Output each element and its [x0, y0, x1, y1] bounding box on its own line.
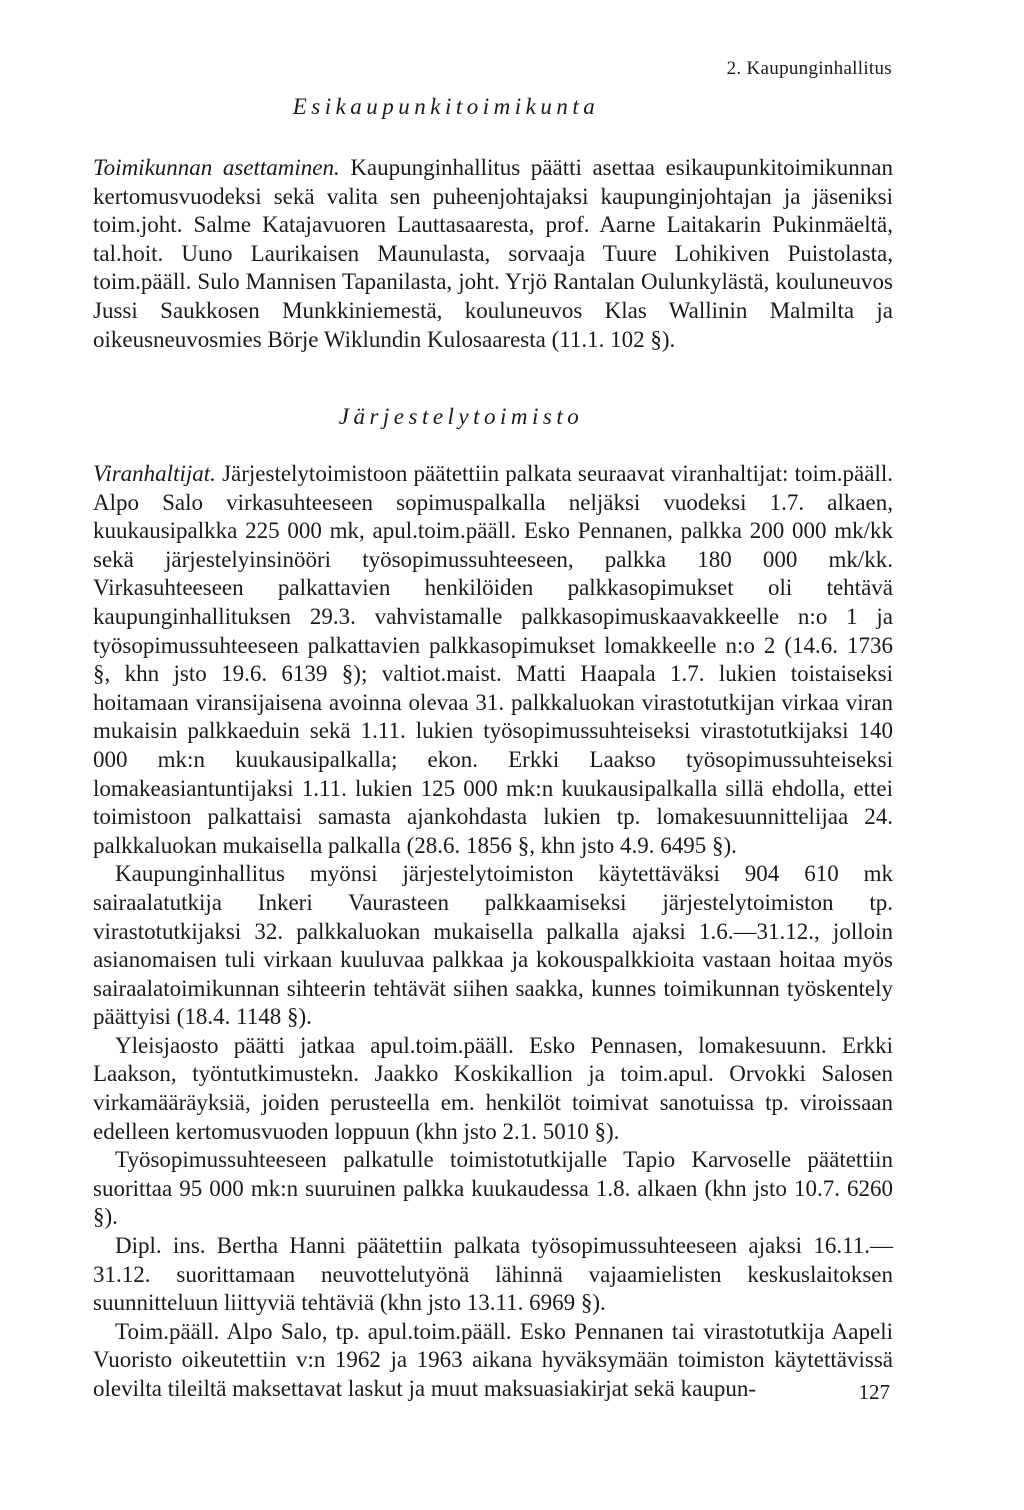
paragraph-text: Kaupunginhallitus päätti asettaa esikaupunkitoimikunnan kertomusvuodeksi sekä valita sen puheenjohtajaksi kaupunginjohtajan ja jäseniksi toim.joht. Salme Katajavuoren Lauttasaaresta, prof. Aarne Laitakarin Pukinmäeltä, tal.hoit. Uuno Laurikaisen Maunulasta, sorvaaja Tuure Lohikiven Puistolasta, toim.pääll. Sulo Mannisen Tapanilasta, joht. Yrjö Rantalan Oulunkylästä, kouluneuvos Jussi Saukkosen Munkkiniemestä, kouluneuvos Klas Wallinin Malmilta ja oikeusneuvosmies Börje Wiklundin Kulosaaresta (11.1. 102 §). [93, 155, 893, 352]
paragraph-lead: Viranhaltijat. [93, 461, 216, 486]
section-heading-jarjestelytoimisto: Järjestelytoimisto [338, 404, 584, 429]
paragraph [93, 460, 893, 860]
paragraph: Yleisjaosto päätti jatkaa apul.toim.pääll. Esko Pennasen, lomakesuunn. Erkki Laakson, työntutkimustekn. Jaakko Koskikallion ja toim.apul. Orvokki Salosen virkamääräyksiä, joiden perusteella em. henkilöt toimivat sanotuissa tp. viroissaan edelleen kertomusvuoden loppuun (khn jsto 2.1. 5010 §). [93, 1032, 893, 1144]
paragraph-lead: Toimikunnan asettaminen. [93, 155, 340, 180]
page-number: 127 [858, 1380, 890, 1404]
paragraph-text: Järjestelytoimistoon päätettiin palkata seuraavat viranhaltijat: toim.pääll. Alpo Salo virkasuhteeseen sopimuspalkalla neljäksi vuodeksi 1.7. alkaen, kuukausipalkka 225 000 mk, apul.toim.pääll. Esko Pennanen, palkka 200 000 mk/kk sekä järjestelyinsinööri työsopimussuhteeseen, palkka 180 000 mk/kk. Virkasuhteeseen palkattavien henkilöiden palkkasopimukset oli tehtävä kaupunginhallituksen 29.3. vahvistamalle palkkasopimuskaavakkeelle n:o 1 ja työsopimussuhteeseen palkattavien palkkasopimukset lomakkeelle n:o 2 (14.6. 1736 §, khn jsto 19.6. 6139 §); valtiot.maist. Matti Haapala 1.7. lukien toistaiseksi hoitamaan viransijaisena avoinna olevaa 31. palkkaluokan virastotutkijan virkaa viran mukaisin palkkaeduin sekä 1.11. lukien työsopimussuhteiseksi virastotutkijaksi 140 000 mk:n kuukausipalkalla; ekon. Erkki Laakso työsopimussuhteiseksi lomakeasiantuntijaksi 1.11. lukien 125 000 mk:n kuukausipalkalla sillä ehdolla, ettei toimistoon palkattaisi samasta ajankohdasta lukien tp. lomakesuunnittelijaa 24. palkkaluokan mukaisella palkalla (28.6. 1856 §, khn jsto 4.9. 6495 §). [93, 461, 893, 858]
section-body-esikaupunkitoimikunta [93, 154, 893, 354]
paragraph [93, 154, 893, 354]
paragraph: Toim.pääll. Alpo Salo, tp. apul.toim.pääll. Esko Pennanen tai virastotutkija Aapeli Vuoristo oikeutettiin v:n 1962 ja 1963 aikana hyväksymään toimiston käytettävissä olevilta tileiltä maksettavat laskut ja muut maksuasiakirjat sekä kaupun- [93, 1318, 893, 1401]
running-head: 2. Kaupunginhallitus [726, 58, 892, 79]
paragraph: Dipl. ins. Bertha Hanni päätettiin palkata työsopimussuhteeseen ajaksi 16.11.—31.12. suorittamaan neuvottelutyönä lähinnä vajaamielisten keskuslaitoksen suunnitteluun liittyviä tehtäviä (khn jsto 13.11. 6969 §). [93, 1233, 893, 1316]
paragraph: Työsopimussuhteeseen palkatulle toimistotutkijalle Tapio Karvoselle päätettiin suorittaa 95 000 mk:n suuruinen palkka kuukaudessa 1.8. alkaen (khn jsto 10.7. 6260 §). [93, 1147, 893, 1230]
paragraph: Kaupunginhallitus myönsi järjestelytoimiston käytettäväksi 904 610 mk sairaalatutkija Inkeri Vaurasteen palkkaamiseksi järjestelytoimiston tp. virastotutkijaksi 32. palkkaluokan mukaisella palkalla ajaksi 1.6.—31.12., jolloin asianomaisen tuli virkaan kuuluvaa palkkaa ja kokouspalkkioita vastaan hoitaa myös sairaalatoimikunnan sihteerin tehtävät siihen saakka, kunnes toimikunnan työskentely päättyisi (18.4. 1148 §). [93, 861, 893, 1030]
section-heading-esikaupunkitoimikunta: Esikaupunkitoimikunta [292, 94, 600, 119]
section-body-jarjestelytoimisto [93, 460, 893, 1404]
